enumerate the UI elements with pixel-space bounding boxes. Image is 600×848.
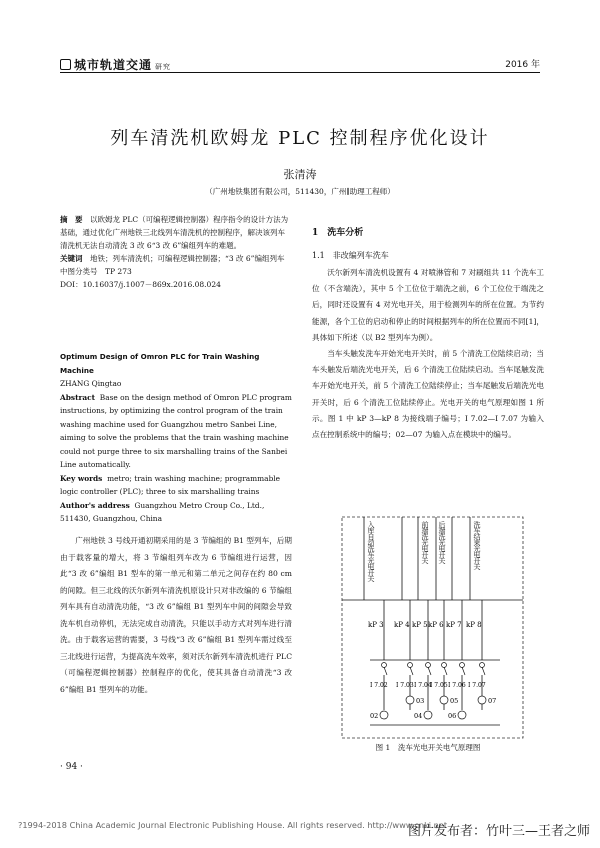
english-author: ZHANG Qingtao <box>60 379 122 388</box>
switch-contact <box>480 663 485 668</box>
english-abstract-label: Abstract <box>60 392 96 402</box>
english-abstract-text: Base on the design method of Omron PLC program instructions, by optimizing the control program of the train washing machine used for Guangzhou metro Sanbei Line, aiming to solve the problems that the train washing machine could not purge three to six marshalling trains of the Sanbei Line automatically. <box>60 392 292 469</box>
diagram-label-end: 洗车结束光电开关 <box>473 521 481 569</box>
module-point-label: 04 <box>414 712 423 720</box>
input-label: I 7.07 <box>468 682 486 689</box>
terminal-label: kP 3 <box>368 621 384 629</box>
switch-arm <box>384 667 387 675</box>
running-header <box>60 56 540 72</box>
switch-arm <box>482 667 485 675</box>
paper-title: 列车清洗机欧姆龙 PLC 控制程序优化设计 <box>110 128 490 149</box>
paper-author: 张清涛 <box>283 168 317 181</box>
circuit-diagram <box>340 515 525 740</box>
terminal-label: kP 4 <box>394 621 410 629</box>
switch-arm <box>428 667 431 675</box>
journal-logo-icon <box>60 59 71 70</box>
abstract-label: 摘 要 <box>60 215 83 224</box>
module-point-circle <box>380 711 388 719</box>
switch-arm <box>444 667 447 675</box>
english-keywords-label: Key words <box>60 473 103 483</box>
module-point-label: 07 <box>488 697 497 705</box>
section-paragraph-1: 沃尔新列车清洗机设置有 4 对喷淋管和 7 对刷组共 11 个洗车工位（不含端洗），其中 5 个工位位于端洗之前，6 个工位位于端洗之后，同时还设置有 4 对光电开关，用于检测列车的所在位置。为节约能源，各个工位的启动和停止的时间根据列车的所在位置而不同[1]，具体如下所述（以 B2 型列车为例）。 <box>312 268 544 342</box>
module-point-circle <box>440 696 448 704</box>
subsection-heading: 1.1 非改编列车洗车 <box>312 251 389 260</box>
copyright-footer: ?1994-2018 China Academic Journal Electronic Publishing House. All rights reserved. http://www.cnki.net <box>18 820 448 830</box>
module-point-circle <box>406 696 414 704</box>
switch-arm <box>410 667 413 675</box>
module-point-label: 03 <box>416 697 425 705</box>
switch-contact <box>408 663 413 668</box>
input-label: I 7.04 <box>414 682 432 689</box>
terminal-label: kP 8 <box>466 621 482 629</box>
input-label: I 7.06 <box>448 682 466 689</box>
section-heading: 1 洗车分析 <box>312 228 364 238</box>
header-rule <box>60 72 540 73</box>
author-address-label: Author's address <box>60 500 130 510</box>
clc-label: 中图分类号 <box>60 267 98 276</box>
input-label: I 7.02 <box>370 682 388 689</box>
journal-sub: 研究 <box>155 63 172 71</box>
journal-logo <box>60 56 171 73</box>
module-point-circle <box>458 711 466 719</box>
english-title: Optimum Design of Omron PLC for Train Washing Machine <box>60 352 260 375</box>
diagram-label-front: 前端洗光电开关 <box>421 521 429 563</box>
terminal-label: kP 6 <box>428 621 444 629</box>
terminal-label: kP 7 <box>446 621 462 629</box>
intro-paragraph: 广州地铁 3 号线开通初期采用的是 3 节编组的 B1 型列车，后期由于载客量的增大，将 3 节编组列车改为 6 节编组进行运营，因此“3 改 6”编组 B1 型车的第一单元和第二单元之间存在约 80 cm 的间隙。但三北线的沃尔新列车清洗机原设计只对非改编的 6 节编组列车具有自动清洗功能，“3 改 6”编组 B1 型列车中间的间隙会导致洗车机自动停机，无法完成自动清洗，只能以手动方式对列车进行清洗。由于载客运营的需要，3 号线“3 改 6”编组 B1 型列车需过线至三北线进行运营，为提高洗车效率，须对沃尔新列车清洗机进行 PLC（可编程逻辑控制器）控制程序的优化，使其具备自动清洗“3 改 6”编组 B1 型列车的功能。 <box>60 536 292 694</box>
journal-name: 城市轨道交通 <box>74 58 153 72</box>
header-year: 2016 年 <box>505 60 540 70</box>
input-label: I 7.05 <box>430 682 448 689</box>
input-label: I 7.03 <box>396 682 414 689</box>
module-point-label: 05 <box>450 697 459 705</box>
module-point-circle <box>478 696 486 704</box>
abstract-text: 以欧姆龙 PLC（可编程逻辑控制器）程序指令的设计方法为基础，通过优化广州地铁三北线列车清洗机的控制程序，解决该列车清洗机无法自动清洗 3 改 6“3 改 6”编组列车的难题。 <box>60 215 289 250</box>
keywords-label: 关键词 <box>60 254 83 263</box>
diagram-label-rear: 后端洗光电开关 <box>438 521 446 563</box>
author-address: Guangzhou Metro Croup Co., Ltd., 511430, Guangzhou, China <box>60 500 265 523</box>
module-point-circle <box>424 711 432 719</box>
terminal-label: kP 5 <box>412 621 428 629</box>
clc-value: TP 273 <box>105 267 132 276</box>
english-keywords-text: metro; train washing machine; programmable logic controller (PLC); three to six marshalling trains <box>60 473 281 496</box>
module-point-label: 02 <box>370 712 379 720</box>
switch-arm <box>462 667 465 675</box>
switch-contact <box>442 663 447 668</box>
module-point-label: 06 <box>448 712 457 720</box>
english-abstract <box>60 350 292 526</box>
switch-contact <box>382 663 387 668</box>
diagram-label-inbound: 入库自动洗车光电开关 <box>367 521 375 581</box>
switch-contact <box>426 663 431 668</box>
doi: DOI：10.16037/j.1007－869x.2016.08.024 <box>60 280 221 289</box>
figure-caption: 图 1 洗车光电开关电气原理图 <box>375 743 481 752</box>
publisher-watermark: 图片发布者：竹叶三—王者之师 <box>407 824 590 839</box>
section-body <box>312 265 544 443</box>
page-number: · 94 · <box>60 762 83 772</box>
keywords-text: 地铁；列车清洗机；可编程逻辑控制器；“3 改 6”编组列车 <box>90 254 285 263</box>
chinese-abstract <box>60 213 292 291</box>
section-paragraph-2: 当车头触发洗车开始光电开关时，前 5 个清洗工位陆续启动；当车头触发后端洗光电开关，后 6 个清洗工位陆续启动。当车尾触发洗车开始光电开关，前 5 个清洗工位陆续停止；当车尾触发后端洗光电开关时，后 6 个清洗工位陆续停止。光电开关的电气原理如图 1 所示。图 1 中 kP 3—kP 8 为接线端子编号；I 7.02—I 7.07 为输入点在控制系统中的编号；02—07 为输入点在模块中的编号。 <box>312 349 544 440</box>
paper-affiliation: （广州地铁集团有限公司，511430，广州∥助理工程师） <box>205 187 395 196</box>
switch-contact <box>460 663 465 668</box>
